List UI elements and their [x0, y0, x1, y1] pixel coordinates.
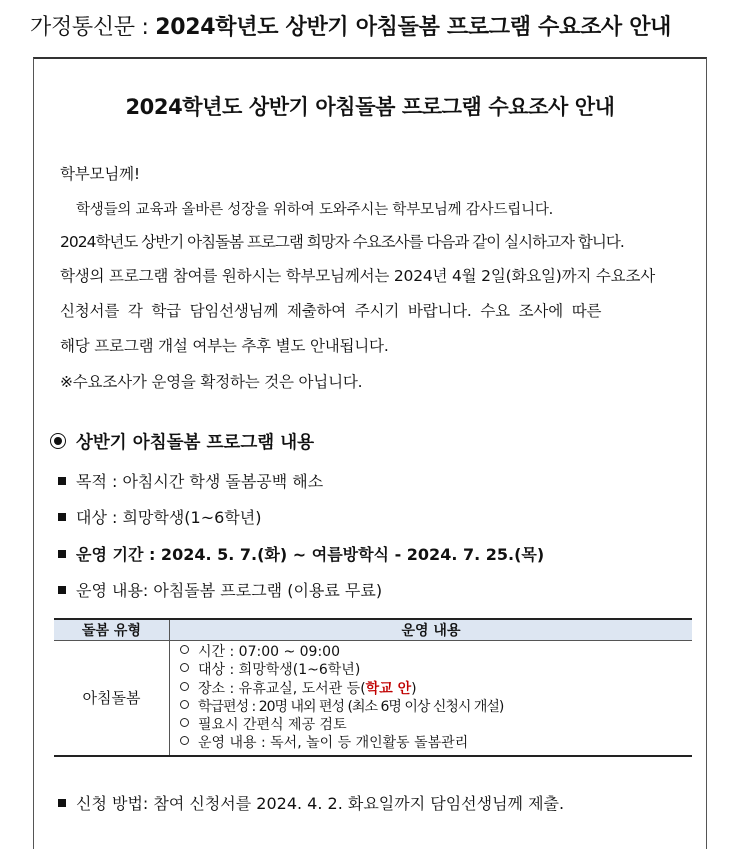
apply-method-text: 신청 방법: 참여 신청서를 2024. 4. 2. 화요일까지 담임선생님께 제출. — [76, 794, 565, 813]
paragraph-line: 해당 프로그램 개설 여부는 추후 별도 안내됩니다. — [60, 337, 389, 355]
bullet-item — [58, 505, 261, 528]
bullet-text: 운영 내용: 아침돌봄 프로그램 (이용료 무료) — [76, 581, 383, 600]
section-title: 상반기 아침돌봄 프로그램 내용 — [76, 433, 315, 453]
notice-line: ※수요조사가 운영을 확정하는 것은 아닙니다. — [60, 373, 363, 391]
bullet-item — [58, 542, 544, 565]
bullet-item — [58, 791, 564, 814]
fisheye-bullet-icon — [50, 433, 66, 449]
item-text: 학급편성 : 20명 내외 편성 (최소 6명 이상 신청시 개설) — [198, 698, 504, 715]
item-text: 시간 : 07:00 ~ 09:00 — [198, 644, 340, 660]
square-bullet-icon — [58, 586, 66, 594]
square-bullet-icon — [58, 513, 66, 521]
list-item — [180, 661, 692, 679]
table-header-cell: 운영 내용 — [170, 619, 693, 641]
paragraph-line: 신청서를 각 학급 담임선생님께 제출하여 주시기 바랍니다. 수요 조사에 따른 — [60, 302, 602, 320]
item-text: 대상 : 희망학생(1~6학년) — [198, 662, 361, 679]
circle-bullet-icon — [180, 682, 189, 691]
header-title: 2024학년도 상반기 아침돌봄 프로그램 수요조사 안내 — [155, 15, 672, 40]
paragraph-line: 학생들의 교육과 올바른 성장을 위하여 도와주시는 학부모님께 감사드립니다. — [76, 202, 554, 218]
list-item — [180, 734, 692, 752]
page-header — [30, 10, 671, 41]
header-prefix: 가정통신문 : — [30, 15, 156, 40]
bullet-text: 대상 : 희망학생(1~6학년) — [76, 508, 262, 527]
square-bullet-icon — [58, 550, 66, 558]
greeting: 학부모님께! — [60, 165, 140, 183]
document-frame — [33, 57, 707, 849]
table-row — [54, 641, 692, 756]
paragraph-line: 2024학년도 상반기 아침돌봄 프로그램 희망자 수요조사를 다음과 같이 실시하고자 합니다. — [60, 233, 624, 251]
item-text: 장소 : 유휴교실, 도서관 등( — [198, 680, 366, 697]
item-text: ) — [411, 680, 417, 697]
circle-bullet-icon — [180, 645, 189, 654]
item-text: 운영 내용 : 독서, 놀이 등 개인활동 돌봄관리 — [198, 735, 469, 752]
paragraph-line: 학생의 프로그램 참여를 원하시는 학부모님께서는 2024년 4월 2일(화요일)까지 수요조사 — [60, 267, 655, 285]
circle-bullet-icon — [180, 663, 189, 672]
program-content-cell — [170, 641, 693, 756]
square-bullet-icon — [58, 477, 66, 485]
circle-bullet-icon — [180, 700, 189, 709]
bullet-text: 목적 : 아침시간 학생 돌봄공백 해소 — [76, 472, 324, 491]
table-header-cell: 돌봄 유형 — [54, 619, 170, 641]
highlight-text: 학교 안 — [365, 680, 412, 697]
list-item — [180, 680, 692, 698]
bullet-item — [58, 578, 382, 601]
section-heading — [50, 429, 314, 454]
list-item — [180, 716, 692, 734]
circle-bullet-icon — [180, 718, 189, 727]
bullet-item — [58, 469, 323, 492]
bullet-text: 운영 기간 : 2024. 5. 7.(화) ~ 여름방학식 - 2024. 7. 25.(목) — [76, 545, 545, 564]
document-title: 2024학년도 상반기 아침돌봄 프로그램 수요조사 안내 — [125, 95, 615, 119]
list-item — [180, 698, 692, 716]
square-bullet-icon — [58, 799, 66, 807]
list-item — [180, 643, 692, 661]
program-table — [54, 618, 692, 757]
care-type-cell: 아침돌봄 — [54, 641, 170, 756]
item-text: 필요시 간편식 제공 검토 — [198, 717, 347, 734]
circle-bullet-icon — [180, 736, 189, 745]
table-header-row — [54, 619, 692, 641]
